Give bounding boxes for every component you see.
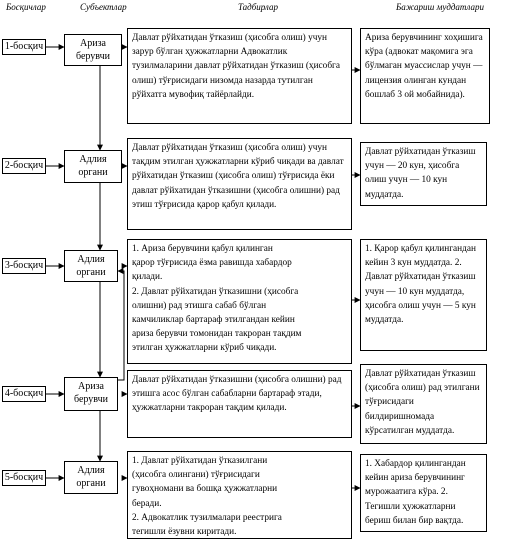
action-1: Давлат рўйхатидан ўтказиш (ҳисобга олиш) учун зарур бўлган ҳужжатларни Адвокатлик тузилмаларини давлат рўйхатидан ўтказиш (ҳисобга олиш) тўғрисидаги низомда назарда тутилган рўйхатга мувофиқ тайёрлайди. (127, 28, 352, 124)
subject-3-line2: органи (76, 267, 106, 278)
action-3-line-2: қарор тўғрисида ёзма равишда хабардор (132, 258, 292, 269)
subject-4 (64, 377, 118, 411)
subject-4-line2: берувчи (74, 394, 108, 405)
subject-2-line1: Адлия (79, 154, 107, 165)
subject-1-line2: берувчи (76, 51, 110, 62)
action-3-line-8: этилган ҳужжатларни кўриб чиқади. (132, 343, 277, 354)
action-2: Давлат рўйхатидан ўтказиш (ҳисобга олиш) учун тақдим этилган ҳужжатларни кўриб чиқади ва давлат рўйхатидан ўтказиш (ҳисобга олиш) тўғрисида ёки давлат рўйхатидан ўтказишни (ҳисобга олишни) рад этиш тўғрисида қарор қабул қилади. (127, 138, 352, 230)
deadline-4: Давлат рўйхатидан ўтказиш (ҳисобга олиш) рад этилгани тўғрисидаги билдиришномада кўрсатилган муддатда. (360, 364, 487, 444)
stage-4: 4-босқич (2, 386, 46, 402)
action-3-line-3: қилади. (132, 272, 163, 283)
action-3-line-7: ариза берувчи томонидан такроран тақдим (132, 329, 302, 340)
action-3-line-6: камчиликлар бартараф этилгандан кейин (132, 315, 295, 326)
action-5-line-6: тегишли ёзувни киритади. (132, 527, 237, 538)
action-5-line-5: 2. Адвокатлик тузилмалари реестрига (132, 512, 282, 523)
subject-4-line1: Ариза (78, 381, 104, 392)
subject-5-line1: Адлия (77, 465, 105, 476)
action-3-line-1: 1. Ариза берувчини қабул қилинган (132, 244, 273, 254)
action-5-line-2: (ҳисобга олингани) тўғрисидаги (132, 470, 260, 481)
header-subjects: Субъектлар (80, 2, 127, 12)
stage-1: 1-босқич (2, 39, 46, 55)
action-5 (127, 451, 352, 539)
action-5-line-3: гувоҳномани ва бошқа ҳужжатларни (132, 484, 278, 495)
action-3 (127, 239, 352, 364)
subject-3-line1: Адлия (77, 254, 105, 265)
action-3-line-5: олишни) рад этишга сабаб бўлган (132, 300, 267, 311)
action-5-line-1: 1. Давлат рўйхатидан ўтказилгани (132, 456, 268, 466)
stage-5: 5-босқич (2, 470, 46, 486)
header-actions: Тадбирлар (238, 2, 278, 12)
action-3-line-4: 2. Давлат рўйхатидан ўтказишни (ҳисобга (132, 286, 299, 297)
stage-3: 3-босқич (2, 258, 46, 274)
action-5-line-4: беради. (132, 498, 162, 509)
deadline-2: Давлат рўйхатидан ўтказиш учун — 20 кун, ҳисобга олиш учун — 10 кун муддатда. (360, 142, 487, 206)
action-4: Давлат рўйхатидан ўтказишни (ҳисобга олишни) рад этишга асос бўлган сабабларни бартараф этади, ҳужжатларни такроран тақдим қилади. (127, 370, 352, 438)
subject-2-line2: органи (78, 167, 108, 178)
header-stages: Босқичлар (6, 2, 46, 12)
header-deadlines: Бажариш муддатлари (396, 2, 484, 12)
loop-stage4-to-stage3 (118, 271, 124, 380)
stage-2: 2-босқич (2, 158, 46, 174)
subject-5 (64, 461, 118, 494)
deadline-3: 1. Қарор қабул қилингандан кейин 3 кун муддатда. 2. Давлат рўйхатидан ўтказиш учун — 10 кун муддатда, ҳисобга олиш учун — 5 кун муддатда. (360, 239, 487, 351)
subject-1 (64, 34, 122, 66)
subject-1-line1: Ариза (80, 38, 106, 49)
subject-5-line2: органи (76, 478, 106, 489)
deadline-1: Ариза берувчининг хоҳишига кўра (адвокат мақомига эга бўлмаган муассислар учун — лицензия олинган кундан бошлаб 3 ой мобайнида). (360, 28, 490, 124)
subject-2 (64, 150, 122, 183)
deadline-5: 1. Хабардор қилингандан кейин ариза берувчининг мурожаатига кўра. 2. Тегишли ҳужжатларни бериш билан бир вақтда. (360, 454, 487, 532)
subject-3 (64, 250, 118, 282)
